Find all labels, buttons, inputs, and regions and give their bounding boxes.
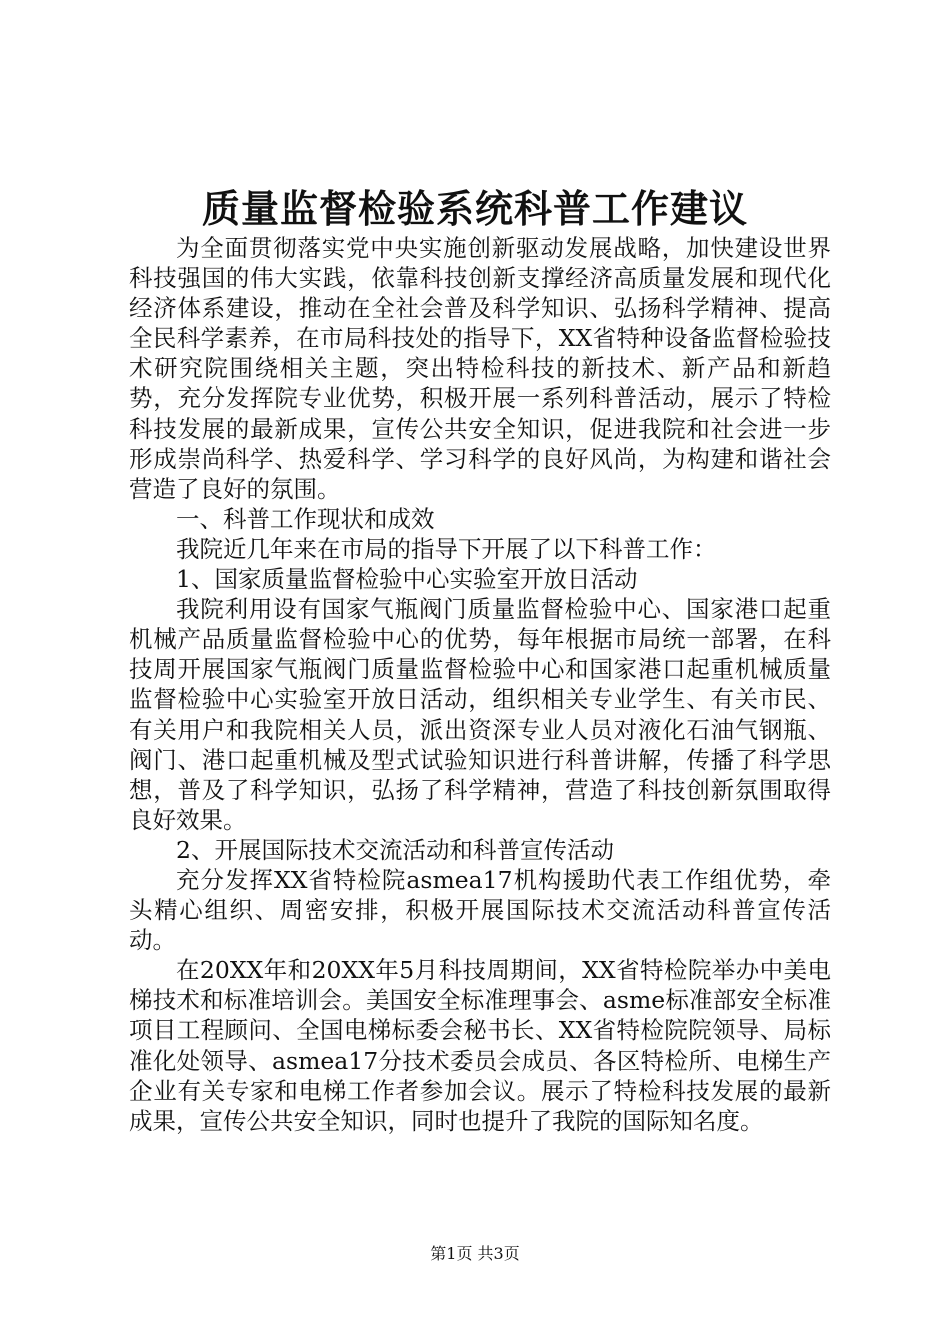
body-paragraph: 充分发挥XX省特检院asmea17机构援助代表工作组优势，牵头精心组织、周密安排，积极开展国际技术交流活动科普宣传活动。 xyxy=(129,865,831,955)
subsection-heading: 2、开展国际技术交流活动和科普宣传活动 xyxy=(176,835,614,864)
document-body xyxy=(129,233,831,1136)
body-paragraph: 在20XX年和20XX年5月科技周期间，XX省特检院举办中美电梯技术和标准培训会。美国安全标准理事会、asme标准部安全标准项目工程顾问、全国电梯标委会秘书长、XX省特检院院领导、局标准化处领导、asmea17分技术委员会成员、各区特检所、电梯生产企业有关专家和电梯工作者参加会议。展示了特检科技发展的最新成果，宣传公共安全知识，同时也提升了我院的国际知名度。 xyxy=(129,956,831,1135)
subsection-heading: 1、国家质量监督检验中心实验室开放日活动 xyxy=(176,565,638,594)
section-heading: 一、科普工作现状和成效 xyxy=(176,504,435,533)
body-paragraph: 我院利用设有国家气瓶阀门质量监督检验中心、国家港口起重机械产品质量监督检验中心的优势，每年根据市局统一部署，在科技周开展国家气瓶阀门质量监督检验中心和国家港口起重机械质量监督检验中心实验室开放日活动，组织相关专业学生、有关市民、有关用户和我院相关人员，派出资深专业人员对液化石油气钢瓶、阀门、港口起重机械及型式试验知识进行科普讲解，传播了科学思想，普及了科学知识，弘扬了科学精神，营造了科技创新氛围取得良好效果。 xyxy=(129,595,831,834)
page-footer: 第1页 共3页 xyxy=(430,1244,520,1263)
body-paragraph: 我院近几年来在市局的指导下开展了以下科普工作： xyxy=(176,534,717,563)
document-title: 质量监督检验系统科普工作建议 xyxy=(201,186,748,231)
intro-paragraph: 为全面贯彻落实党中央实施创新驱动发展战略，加快建设世界科技强国的伟大实践，依靠科技创新支撑经济高质量发展和现代化经济体系建设，推动在全社会普及科学知识、弘扬科学精神、提高全民科学素养，在市局科技处的指导下，XX省特种设备监督检验技术研究院围绕相关主题，突出特检科技的新技术、新产品和新趋势，充分发挥院专业优势，积极开展一系列科普活动，展示了特检科技发展的最新成果，宣传公共安全知识，促进我院和社会进一步形成崇尚科学、热爱科学、学习科学的良好风尚，为构建和谐社会营造了良好的氛围。 xyxy=(129,234,831,503)
